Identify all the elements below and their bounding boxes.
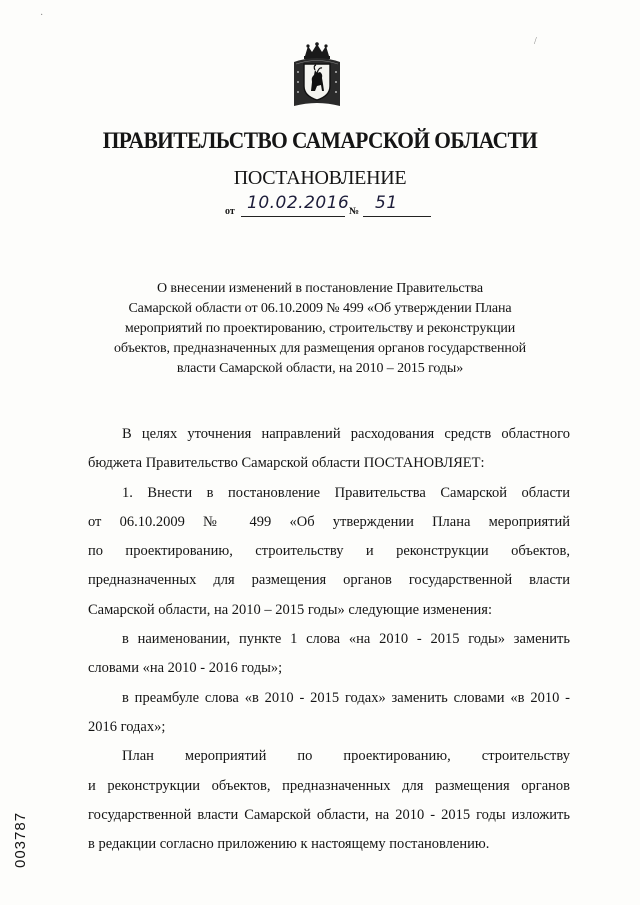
- date-label: от: [225, 206, 235, 217]
- scan-speck: ·: [40, 10, 44, 21]
- body-line: 1. Внести в постановление Правительства Самарской области: [122, 484, 570, 501]
- date-value: 10.02.2016: [247, 193, 350, 213]
- body-line: по проектированию, строительству и реконструкции объектов,: [88, 543, 570, 560]
- body-line: в преамбуле слова «в 2010 - 2015 годах» заменить словами «в 2010 -: [122, 689, 570, 706]
- body-line: Самарской области, на 2010 – 2015 годы» следующие изменения:: [88, 601, 492, 618]
- body-line: План мероприятий по проектированию, строительству: [122, 748, 570, 765]
- document-body: [88, 420, 570, 859]
- organization-title: ПРАВИТЕЛЬСТВО САМАРСКОЙ ОБЛАСТИ: [102, 128, 538, 153]
- body-line: в наименовании, пункте 1 слова «на 2010 - 2015 годы» заменить: [122, 631, 570, 648]
- body-line: 2016 годах»;: [88, 718, 166, 735]
- subject-line: власти Самарской области, на 2010 – 2015 годы»: [176, 361, 464, 376]
- number-value: 51: [375, 193, 398, 213]
- body-line: государственной власти Самарской области, на 2010 - 2015 годы изложить: [88, 806, 570, 823]
- number-underline: [363, 216, 431, 217]
- subject-line: Самарской области от 06.10.2009 № 499 «Об утверждении Плана: [128, 301, 512, 316]
- body-line: предназначенных для размещения органов государственной власти: [88, 572, 570, 589]
- body-line: в редакции согласно приложению к настоящему постановлению.: [88, 836, 490, 853]
- subject-line: объектов, предназначенных для размещения органов государственной: [113, 341, 527, 356]
- date-underline: [241, 216, 345, 217]
- body-line: словами «на 2010 - 2016 годы»;: [88, 660, 283, 677]
- date-number-line: [225, 193, 435, 220]
- body-line: и реконструкции объектов, предназначенных для размещения органов: [88, 777, 570, 794]
- scan-speck: /: [534, 36, 537, 47]
- subject-line: О внесении изменений в постановление Правительства: [156, 281, 484, 296]
- registration-number: 003787: [12, 811, 29, 868]
- document-type: ПОСТАНОВЛЕНИЕ: [233, 167, 407, 189]
- body-line: В целях уточнения направлений расходования средств областного: [122, 426, 570, 442]
- document-subject: [80, 279, 560, 379]
- coat-of-arms-icon: [292, 42, 342, 108]
- body-line: бюджета Правительство Самарской области ПОСТАНОВЛЯЕТ:: [88, 455, 485, 472]
- subject-line: мероприятий по проектированию, строительству и реконструкции: [124, 321, 516, 336]
- number-label: №: [349, 206, 360, 217]
- body-line: от 06.10.2009 № 499 «Об утверждении Плана мероприятий: [88, 513, 570, 530]
